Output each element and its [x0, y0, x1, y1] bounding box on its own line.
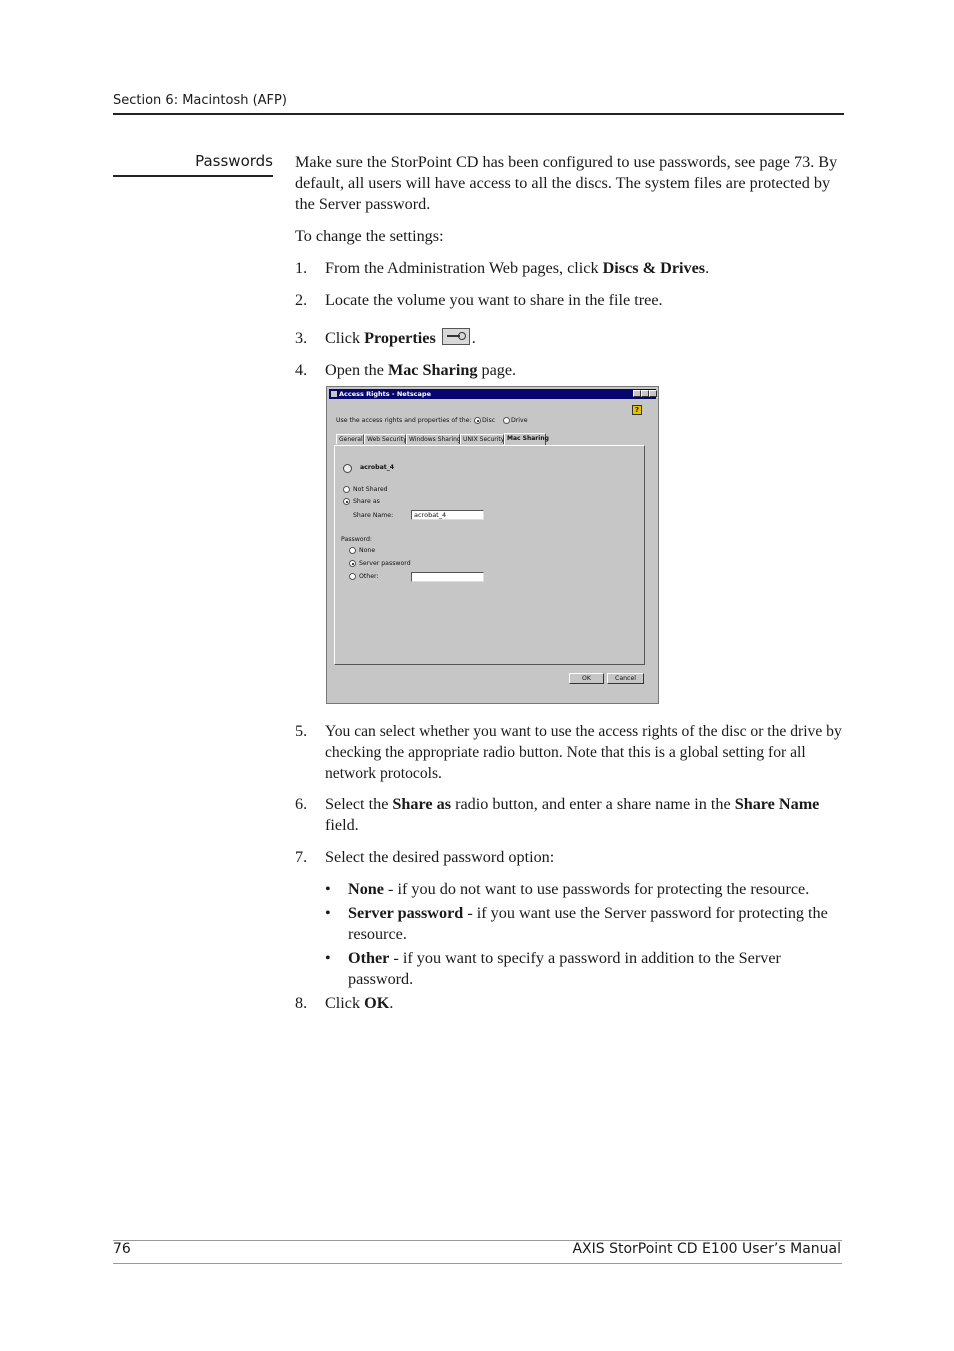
step-4: Open the Mac Sharing page. [325, 361, 517, 379]
bullet-none: None - if you do not want to use passwords for protecting the resource. [348, 880, 810, 898]
ok-button[interactable]: OK [569, 673, 604, 684]
properties-icon [442, 328, 470, 345]
minimize-button[interactable] [633, 390, 641, 397]
step-number: 3. [295, 329, 308, 347]
step-number: 7. [295, 848, 308, 866]
share-name-input[interactable]: acrobat_4 [411, 510, 484, 520]
not-shared-radio[interactable] [343, 486, 350, 493]
step-2: Locate the volume you want to share in the file tree. [325, 291, 663, 309]
step-number: 1. [295, 259, 308, 277]
password-other-radio[interactable] [349, 573, 356, 580]
drive-label: Drive [511, 417, 528, 424]
cd-icon [343, 464, 352, 473]
step-6: Select the Share as radio button, and enter a share name in the Share Name field. [325, 795, 820, 834]
volume-name: acrobat_4 [360, 464, 395, 471]
step-3: Click Properties . [325, 329, 476, 347]
sidebar-heading: Passwords [195, 152, 273, 170]
not-shared-label: Not Shared [353, 486, 388, 493]
manual-title: AXIS StorPoint CD E100 User’s Manual [572, 1241, 841, 1257]
sidebar-rule [113, 175, 273, 177]
running-header: Section 6: Macintosh (AFP) [113, 93, 287, 108]
tab-mac-sharing[interactable]: Mac Sharing [504, 433, 546, 445]
step-number: 8. [295, 994, 308, 1012]
help-icon[interactable]: ? [632, 405, 642, 415]
cancel-button[interactable]: Cancel [607, 673, 644, 684]
password-none-radio[interactable] [349, 547, 356, 554]
tab-web-security[interactable]: Web Security [364, 434, 406, 444]
step-number: 5. [295, 722, 308, 740]
window-icon [331, 391, 337, 397]
disc-radio[interactable] [474, 417, 481, 424]
access-rights-dialog [326, 386, 659, 704]
mac-sharing-panel [334, 445, 645, 665]
step-number: 4. [295, 361, 308, 379]
header-rule [113, 113, 844, 115]
maximize-button[interactable] [641, 390, 649, 397]
password-label: Password: [341, 536, 372, 543]
bullet-marker: • [325, 880, 331, 898]
bullet-marker: • [325, 949, 331, 967]
password-other-label: Other: [359, 573, 379, 580]
bullet-server-password: Server password - if you want use the Server password for protecting the resource. [348, 904, 828, 943]
disc-label: Disc [482, 417, 496, 424]
dialog-title-bar [329, 389, 656, 399]
password-server-label: Server password [359, 560, 411, 567]
step-number: 6. [295, 795, 308, 813]
bullet-marker: • [325, 904, 331, 922]
tab-unix-security[interactable]: UNIX Security [460, 434, 504, 444]
password-other-input[interactable] [411, 572, 484, 582]
share-as-label: Share as [353, 498, 380, 505]
drive-radio[interactable] [503, 417, 510, 424]
password-server-radio[interactable] [349, 560, 356, 567]
use-rights-label: Use the access rights and properties of the: [336, 417, 472, 424]
step-1: From the Administration Web pages, click Discs & Drives. [325, 259, 710, 277]
step-7: Select the desired password option: [325, 848, 555, 866]
intro-paragraph: Make sure the StorPoint CD has been configured to use passwords, see page 73. By default, all users will have access to all the discs. The system files are protected by the Server password. [295, 153, 838, 213]
share-name-label: Share Name: [353, 512, 394, 519]
tab-windows-sharing[interactable]: Windows Sharing [406, 434, 460, 444]
page-number: 76 [113, 1241, 131, 1257]
intro-lead: To change the settings: [295, 227, 444, 245]
step-8: Click OK. [325, 994, 394, 1012]
close-button[interactable] [649, 390, 657, 397]
share-as-radio[interactable] [343, 498, 350, 505]
footer-rule-bottom [113, 1263, 842, 1264]
dialog-title: Access Rights - Netscape [339, 390, 431, 398]
tab-general[interactable]: General [336, 434, 364, 444]
step-number: 2. [295, 291, 308, 309]
password-none-label: None [359, 547, 376, 554]
step-5: You can select whether you want to use the access rights of the disc or the drive by checking the appropriate radio button. Note that this is a global setting for all network protocols. [325, 723, 842, 782]
bullet-other: Other - if you want to specify a password in addition to the Server password. [348, 949, 781, 988]
